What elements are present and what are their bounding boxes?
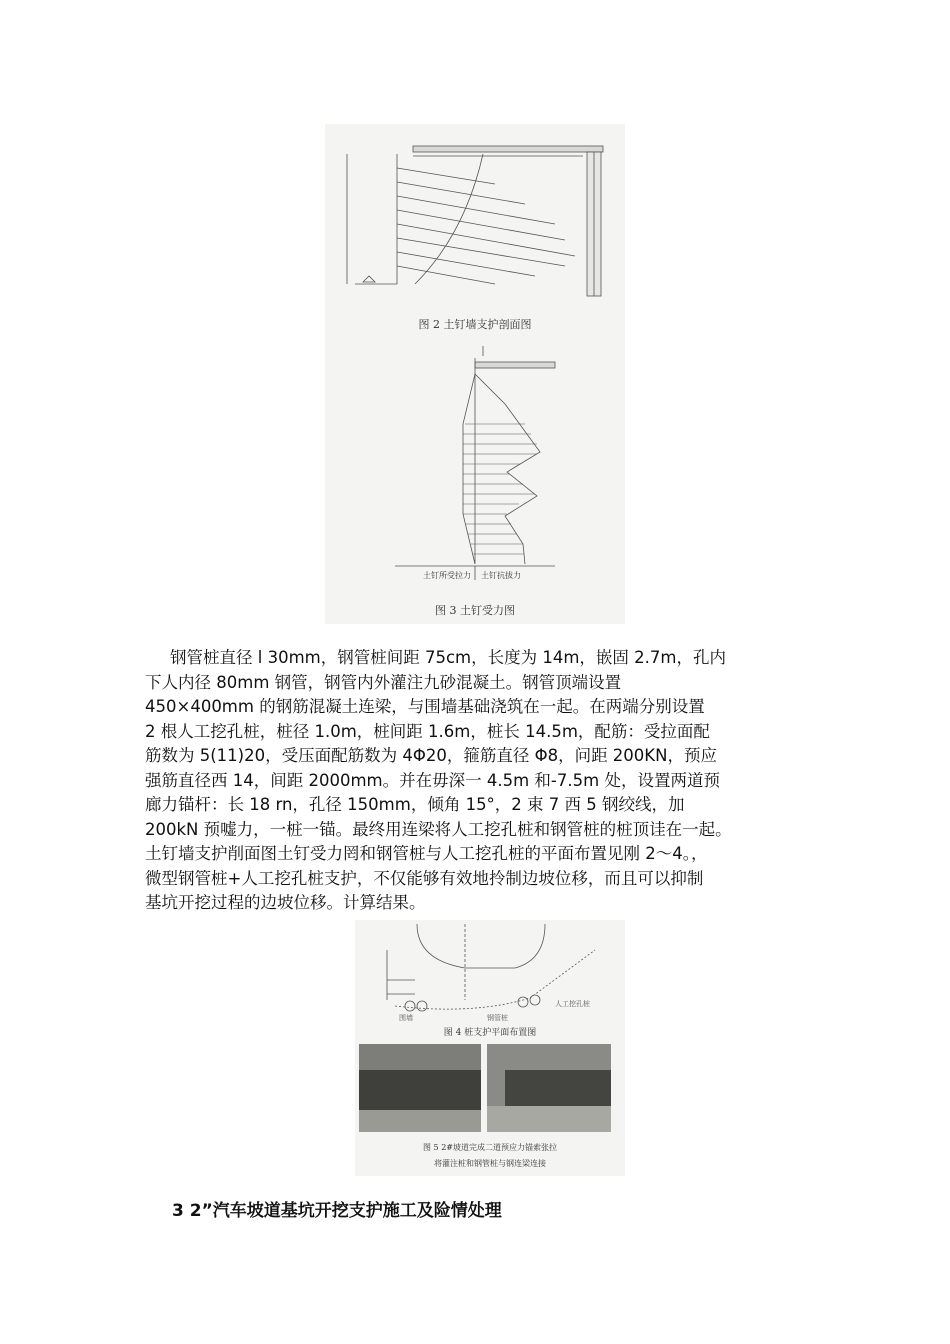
paragraph-line: 强筋直径西 14，间距 2000mm。并在毋深一 4.5m 和-7.5m 处，设置两道预 bbox=[145, 770, 720, 790]
paragraph-line: 土钉墙支护削面图土钉受力罔和钢管桩与人工挖孔桩的平面布置见刚 2～4。， bbox=[145, 844, 708, 863]
figure-3-drawing bbox=[395, 346, 555, 580]
section-heading: 3 2”汽车坡道基坑开挖支护施工及险情处理 bbox=[172, 1201, 502, 1221]
figure-2-caption: 图 2 土钉墙支护剖面图 bbox=[418, 318, 532, 331]
figure-4-label-pile: 人工挖孔桩 bbox=[555, 1000, 590, 1008]
body-paragraph bbox=[145, 646, 825, 916]
figure-2-drawing bbox=[347, 146, 603, 296]
figure-5-photos bbox=[359, 1044, 611, 1132]
figure-5-caption-line1: 图 5 2#坡道完成二道预应力锚索张拉 bbox=[423, 1143, 557, 1152]
figure-4-drawing bbox=[387, 924, 595, 1011]
figure-5-caption-line2: 将灌注桩和钢管桩与钢连梁连接 bbox=[434, 1159, 546, 1168]
figure-4-5-image bbox=[355, 920, 625, 1176]
paragraph-line: 微型钢管桩+人工挖孔桩支护，不仅能够有效地拎制边坡位移，而且可以抑制 bbox=[145, 868, 704, 888]
figure-3-caption: 图 3 土钉受力图 bbox=[435, 604, 515, 617]
paragraph-line: 基坑开挖过程的边坡位移。计算结果。 bbox=[145, 893, 426, 912]
figure-4-label-steel: 钢管桩 bbox=[487, 1014, 508, 1022]
paragraph-line: 下人内径 80mm 钢管，钢管内外灌注九砂混凝土。钢管顶端设置 bbox=[145, 672, 622, 692]
paragraph-line: 钢管桩直径 l 30mm，钢管桩间距 75cm，长度为 14m，嵌固 2.7m，孔内 bbox=[170, 648, 726, 667]
figure-2-3-image bbox=[325, 124, 625, 624]
paragraph-line: 450×400mm 的钢筋混凝土连梁，与围墙基础浇筑在一起。在两端分别设置 bbox=[145, 697, 705, 716]
figure-3-legend-right: 土钉抗拔力 bbox=[481, 571, 521, 580]
paragraph-line: 廊力锚杆：长 18 rn，孔径 150mm，倾角 15°，2 束 7 西 5 钢绞线，加 bbox=[145, 795, 685, 814]
paragraph-line: 筋数为 5(11)20，受压面配筋数为 4Φ20，箍筋直径 Φ8，问距 200KN，预应 bbox=[145, 746, 717, 765]
figure-4-caption: 图 4 桩支护平面布置图 bbox=[443, 1028, 537, 1038]
figure-4-label-wall: 围墙 bbox=[399, 1014, 413, 1022]
paragraph-line: 200kN 预嘘力，一桩一锚。最终用连梁将人工挖孔桩和钢管桩的桩顶诖在一起。 bbox=[145, 819, 732, 839]
figure-3-legend-left: 土钉所受拉力 bbox=[423, 571, 471, 580]
paragraph-line: 2 根人工挖孔桩，桩径 1.0m，桩间距 1.6m，桩长 14.5m，配筋：受拉面配 bbox=[145, 721, 710, 741]
